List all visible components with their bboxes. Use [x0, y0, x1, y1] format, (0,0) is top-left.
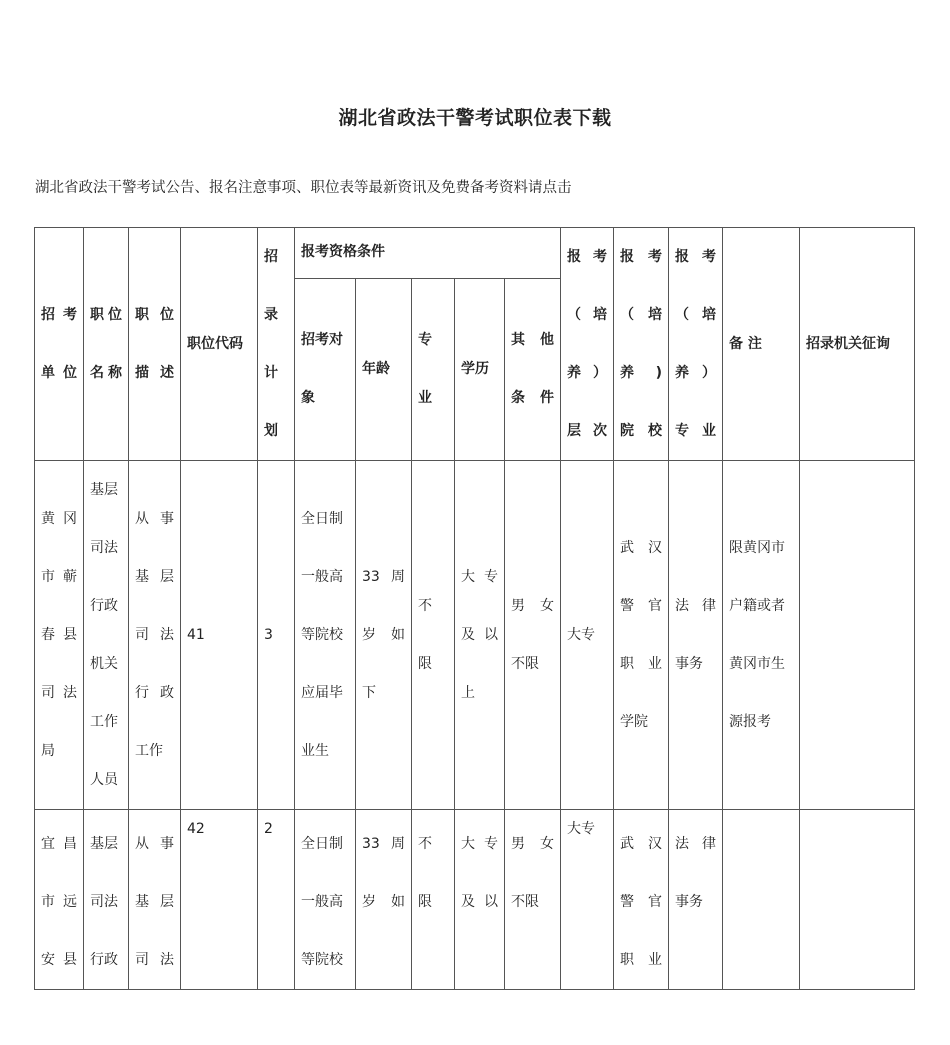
cell-education: 大专 及以 上: [455, 461, 505, 810]
cell-level: 大专: [561, 461, 614, 810]
cell-position-desc: 从事 基层 司法 行政 工作: [129, 461, 181, 810]
header-position-desc: 职位 描述: [129, 228, 181, 461]
cell-remarks: [723, 810, 800, 990]
header-target: 招考对 象: [295, 278, 356, 460]
cell-position-code: 41: [181, 461, 258, 810]
cell-plan: 3: [258, 461, 295, 810]
cell-position-code: 42: [181, 810, 258, 990]
cell-training-major: 法律 事务: [669, 461, 723, 810]
document-intro: 湖北省政法干警考试公告、报名注意事项、职位表等最新资讯及免费备考资料请点击: [35, 180, 572, 196]
cell-unit: 黄冈 市蕲 春县 司法 局: [35, 461, 84, 810]
header-position-code: 职位代码: [181, 228, 258, 461]
cell-target: 全日制 一般高 等院校 应届毕 业生: [295, 461, 356, 810]
cell-school: 武汉 警官 职业 学院: [614, 461, 669, 810]
header-school: 报考 （培 养) 院校: [614, 228, 669, 461]
cell-other: 男女 不限: [505, 461, 561, 810]
header-major: 专 业: [412, 278, 455, 460]
header-position-name: 职位 名称: [84, 228, 129, 461]
cell-education: 大专 及以: [455, 810, 505, 990]
cell-position-name: 基层 司法 行政 机关 工作 人员: [84, 461, 129, 810]
header-education: 学历: [455, 278, 505, 460]
document-title: 湖北省政法干警考试职位表下载: [338, 107, 612, 129]
cell-consult: [800, 810, 915, 990]
cell-major: 不 限: [412, 461, 455, 810]
position-table: [34, 227, 915, 990]
cell-position-name: 基层 司法 行政: [84, 810, 129, 990]
cell-age: 33 周 岁 如: [356, 810, 412, 990]
cell-plan: 2: [258, 810, 295, 990]
cell-training-major: 法律 事务: [669, 810, 723, 990]
header-training-major: 报考 （培 养） 专业: [669, 228, 723, 461]
cell-unit: 宜昌 市远 安县: [35, 810, 84, 990]
cell-age: 33 周 岁 如 下: [356, 461, 412, 810]
header-unit: 招考 单位: [35, 228, 84, 461]
cell-position-desc: 从事 基层 司法: [129, 810, 181, 990]
cell-consult: [800, 461, 915, 810]
header-qualification-group: 报考资格条件: [295, 228, 561, 279]
cell-school: 武汉 警官 职业: [614, 810, 669, 990]
header-level: 报考 （培 养） 层次: [561, 228, 614, 461]
header-row-1: [35, 228, 915, 279]
header-age: 年龄: [356, 278, 412, 460]
cell-remarks: 限黄冈市 户籍或者 黄冈市生 源报考: [723, 461, 800, 810]
header-remarks: 备 注: [723, 228, 800, 461]
cell-target: 全日制 一般高 等院校: [295, 810, 356, 990]
header-other: 其他 条件: [505, 278, 561, 460]
header-consult: 招录机关征询: [800, 228, 915, 461]
cell-major: 不 限: [412, 810, 455, 990]
cell-other: 男女 不限: [505, 810, 561, 990]
header-plan: 招 录 计 划: [258, 228, 295, 461]
table-row: [35, 461, 915, 810]
cell-level: 大专: [561, 810, 614, 990]
table-row: [35, 810, 915, 990]
